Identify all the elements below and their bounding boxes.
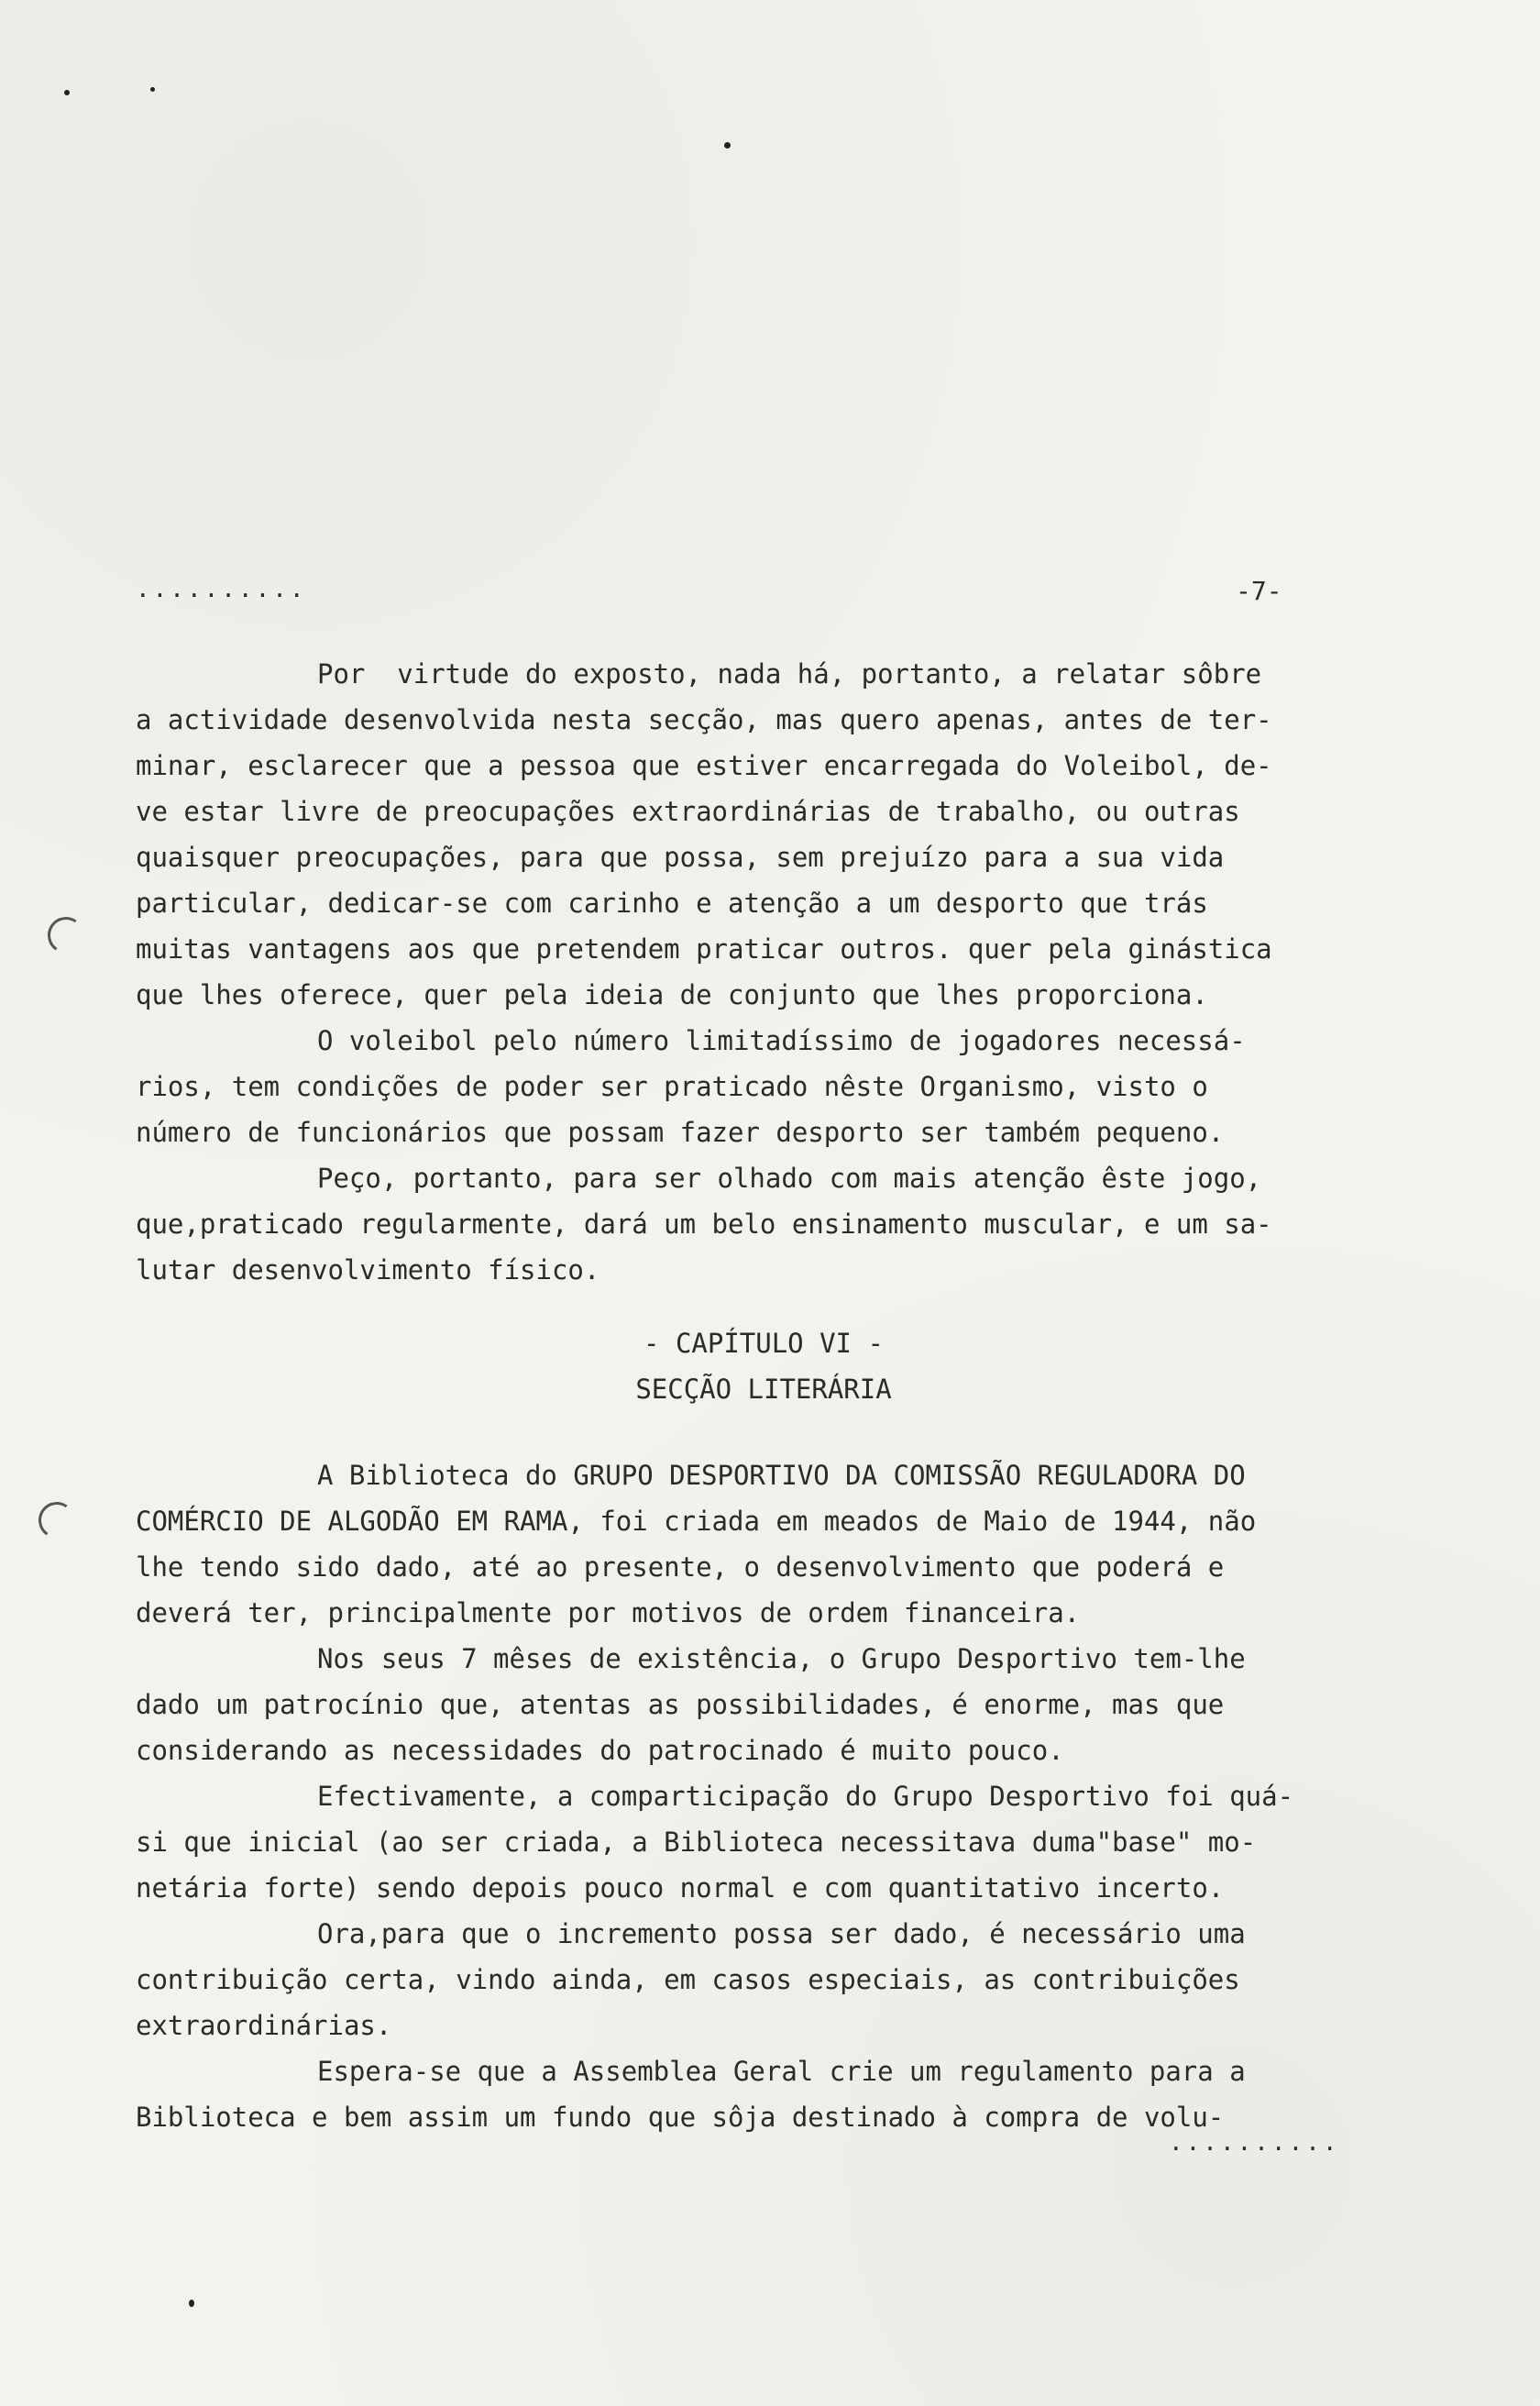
text-line: Efectivamente, a comparticipação do Grupo Desportivo foi quá- [317, 1781, 1294, 1812]
text-line: a actividade desenvolvida nesta secção, mas quero apenas, antes de ter- [136, 704, 1272, 735]
text-line: lhe tendo sido dado, até ao presente, o desenvolvimento que poderá e [136, 1551, 1225, 1583]
paragraph-library-founding [136, 1452, 1437, 1636]
text-line: COMÉRCIO DE ALGODÃO EM RAMA, foi criada em meados de Maio de 1944, não [136, 1506, 1257, 1537]
text-line: ve estar livre de preocupações extraordinárias de trabalho, ou outras [136, 796, 1240, 827]
text-line: Espera-se que a Assemblea Geral crie um regulamento para a [317, 2056, 1246, 2087]
text-line: que,praticado regularmente, dará um belo ensinamento muscular, e um sa- [136, 1209, 1272, 1240]
text-line: minar, esclarecer que a pessoa que estiver encarregada do Voleibol, de- [136, 750, 1272, 781]
text-line: considerando as necessidades do patrocinado é muito pouco. [136, 1735, 1064, 1766]
chapter-number: - CAPÍTULO VI - [644, 1328, 884, 1359]
paragraph-volleyball-report [136, 651, 1437, 1018]
text-line: dado um patrocínio que, atentas as possibilidades, é enorme, mas que [136, 1689, 1225, 1720]
text-line: A Biblioteca do GRUPO DESPORTIVO DA COMISSÃO REGULADORA DO [317, 1460, 1246, 1491]
text-line: muitas vantagens aos que pretendem praticar outros. quer pela ginástica [136, 933, 1272, 965]
paragraph-library-regulation [136, 2048, 1437, 2140]
text-line: lutar desenvolvimento físico. [136, 1254, 600, 1286]
footer-continuation-dots: .......... [1169, 2129, 1340, 2157]
text-line: rios, tem condições de poder ser praticado nêste Organismo, visto o [136, 1071, 1208, 1102]
text-line: Ora,para que o incremento possa ser dado, é necessário uma [317, 1918, 1246, 1949]
text-line: quaisquer preocupações, para que possa, sem prejuízo para a sua vida [136, 842, 1225, 873]
header-continuation-dots: .......... [136, 576, 307, 603]
text-line: O voleibol pelo número limitadíssimo de jogadores necessá- [317, 1025, 1246, 1056]
page-number: -7- [1236, 576, 1282, 606]
text-line: Biblioteca e bem assim um fundo que sôja destinado à compra de volu- [136, 2102, 1225, 2133]
text-line: netária forte) sendo depois pouco normal e com quantitativo incerto. [136, 1872, 1225, 1904]
text-line: Por virtude do exposto, nada há, portanto, a relatar sôbre [317, 658, 1262, 690]
ink-speck [150, 87, 155, 92]
ink-speck [189, 2300, 194, 2307]
spacer [136, 1412, 1437, 1452]
document-body [136, 651, 1437, 2140]
text-line: contribuição certa, vindo ainda, em casos especiais, as contribuições [136, 1964, 1240, 1995]
text-line: que lhes oferece, quer pela ideia de conjunto que lhes proporciona. [136, 979, 1208, 1010]
punch-hole-mark [45, 914, 87, 956]
text-line: particular, dedicar-se com carinho e atenção a um desporto que trás [136, 888, 1208, 919]
text-line: número de funcionários que possam fazer desporto ser também pequeno. [136, 1117, 1225, 1148]
paragraph-volleyball-players [136, 1018, 1437, 1155]
ink-speck [64, 90, 70, 95]
paragraph-library-increment [136, 1911, 1437, 2048]
chapter-title: SECÇÃO LITERÁRIA [635, 1374, 892, 1405]
text-line: Nos seus 7 mêses de existência, o Grupo Desportivo tem-lhe [317, 1643, 1246, 1674]
paragraph-library-sponsorship [136, 1636, 1437, 1773]
text-line: deverá ter, principalmente por motivos de ordem financeira. [136, 1597, 1081, 1628]
text-line: Peço, portanto, para ser olhado com mais atenção êste jogo, [317, 1163, 1262, 1194]
ink-speck [724, 142, 731, 149]
text-line: si que inicial (ao ser criada, a Biblioteca necessitava duma"base" mo- [136, 1827, 1257, 1858]
spacer [136, 1293, 1437, 1320]
punch-hole-mark [36, 1499, 78, 1541]
paragraph-volleyball-request [136, 1155, 1437, 1293]
paragraph-library-contribution [136, 1773, 1437, 1911]
text-line: extraordinárias. [136, 2010, 392, 2041]
